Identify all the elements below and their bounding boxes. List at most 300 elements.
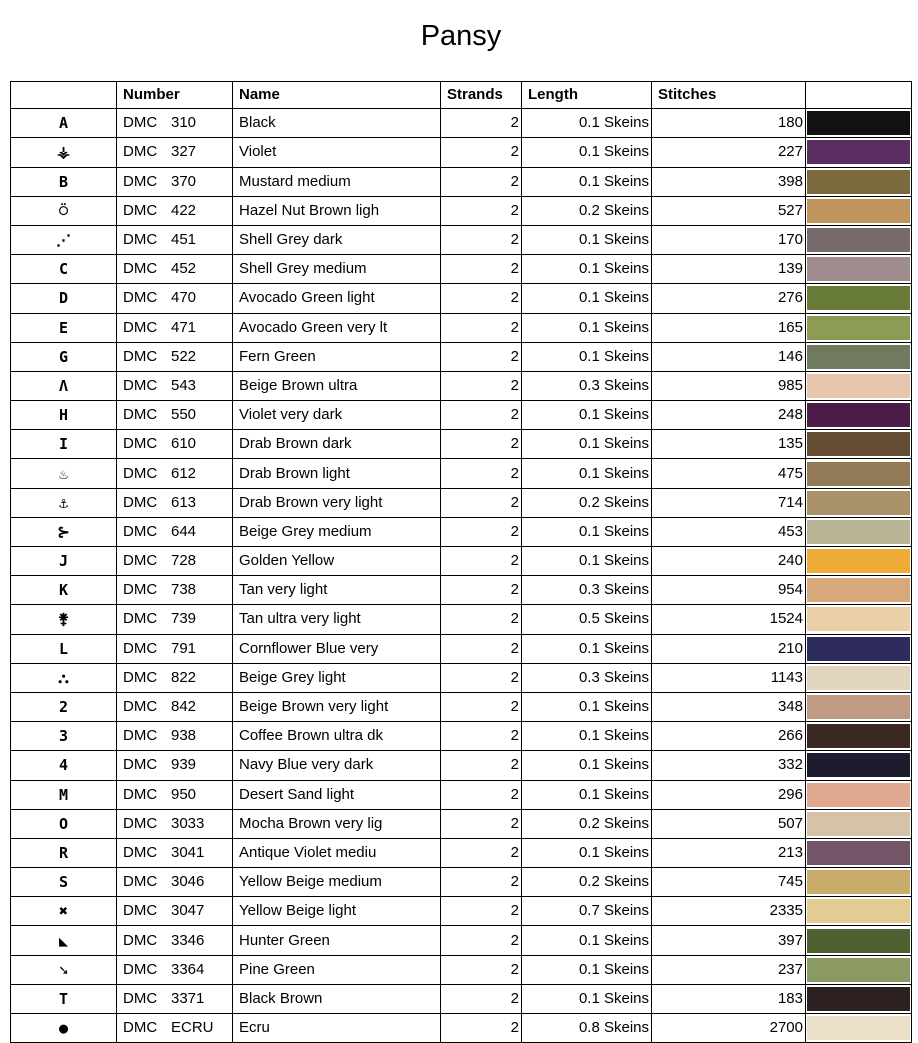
length-cell: 0.1 Skeins xyxy=(522,722,652,751)
table-row xyxy=(11,926,912,955)
length-cell: 0.1 Skeins xyxy=(522,109,652,138)
table-row xyxy=(11,138,912,167)
color-swatch-cell xyxy=(806,109,912,138)
brand-text: DMC xyxy=(123,1019,158,1037)
number-cell xyxy=(117,926,233,955)
length-cell: 0.1 Skeins xyxy=(522,634,652,663)
code-text: 3346 xyxy=(171,931,205,949)
name-cell: Avocado Green light xyxy=(233,284,441,313)
name-cell: Drab Brown light xyxy=(233,459,441,488)
number-cell xyxy=(117,984,233,1013)
name-cell: Drab Brown dark xyxy=(233,430,441,459)
symbol-cell: ⍥ xyxy=(11,196,117,225)
number-cell xyxy=(117,371,233,400)
table-row xyxy=(11,663,912,692)
name-cell: Violet very dark xyxy=(233,401,441,430)
stitches-cell: 985 xyxy=(652,371,806,400)
strands-cell: 2 xyxy=(441,576,522,605)
length-cell: 0.1 Skeins xyxy=(522,459,652,488)
stitches-cell: 180 xyxy=(652,109,806,138)
length-cell: 0.3 Skeins xyxy=(522,576,652,605)
color-swatch xyxy=(807,812,910,836)
symbol-cell: H xyxy=(11,401,117,430)
table-row xyxy=(11,196,912,225)
table-row xyxy=(11,780,912,809)
symbol-cell: ◣ xyxy=(11,926,117,955)
strands-cell: 2 xyxy=(441,225,522,254)
symbol-cell: ● xyxy=(11,1014,117,1043)
color-swatch xyxy=(807,403,910,427)
color-swatch xyxy=(807,578,910,602)
number-cell xyxy=(117,605,233,634)
color-swatch-cell xyxy=(806,255,912,284)
stitches-cell: 139 xyxy=(652,255,806,284)
table-row xyxy=(11,576,912,605)
strands-cell: 2 xyxy=(441,751,522,780)
table-row xyxy=(11,401,912,430)
stitches-cell: 170 xyxy=(652,225,806,254)
color-swatch xyxy=(807,724,910,748)
table-row xyxy=(11,1014,912,1043)
stitches-cell: 266 xyxy=(652,722,806,751)
number-cell xyxy=(117,459,233,488)
table-row xyxy=(11,342,912,371)
brand-text: DMC xyxy=(123,522,158,540)
color-swatch xyxy=(807,257,910,281)
table-row xyxy=(11,109,912,138)
brand-text: DMC xyxy=(123,902,158,920)
code-text: 938 xyxy=(171,727,197,745)
code-text: 3046 xyxy=(171,873,205,891)
color-swatch xyxy=(807,929,910,953)
stitches-cell: 745 xyxy=(652,868,806,897)
brand-text: DMC xyxy=(123,318,158,336)
number-cell xyxy=(117,196,233,225)
code-text: 3371 xyxy=(171,989,205,1007)
code-text: 451 xyxy=(171,231,197,249)
stitches-cell: 240 xyxy=(652,547,806,576)
code-text: 644 xyxy=(171,522,197,540)
stitches-cell: 332 xyxy=(652,751,806,780)
strands-cell: 2 xyxy=(441,984,522,1013)
code-text: 327 xyxy=(171,143,197,161)
length-cell: 0.1 Skeins xyxy=(522,984,652,1013)
length-cell: 0.1 Skeins xyxy=(522,167,652,196)
strands-cell: 2 xyxy=(441,809,522,838)
number-cell xyxy=(117,722,233,751)
stitches-cell: 527 xyxy=(652,196,806,225)
strands-cell: 2 xyxy=(441,138,522,167)
length-cell: 0.2 Skeins xyxy=(522,488,652,517)
brand-text: DMC xyxy=(123,581,158,599)
symbol-cell: K xyxy=(11,576,117,605)
table-row xyxy=(11,605,912,634)
symbol-cell: G xyxy=(11,342,117,371)
symbol-cell: J xyxy=(11,547,117,576)
color-swatch-cell xyxy=(806,459,912,488)
code-text: 370 xyxy=(171,172,197,190)
symbol-cell: D xyxy=(11,284,117,313)
length-cell: 0.1 Skeins xyxy=(522,138,652,167)
strands-cell: 2 xyxy=(441,430,522,459)
brand-text: DMC xyxy=(123,873,158,891)
number-cell xyxy=(117,225,233,254)
color-swatch xyxy=(807,695,910,719)
name-cell: Avocado Green very lt xyxy=(233,313,441,342)
stitches-cell: 183 xyxy=(652,984,806,1013)
symbol-cell: ⊱ xyxy=(11,517,117,546)
length-cell: 0.1 Skeins xyxy=(522,838,652,867)
stitches-cell: 237 xyxy=(652,955,806,984)
table-row xyxy=(11,809,912,838)
stitches-cell: 398 xyxy=(652,167,806,196)
number-cell xyxy=(117,547,233,576)
color-swatch-cell xyxy=(806,605,912,634)
code-text: 550 xyxy=(171,406,197,424)
length-cell: 0.1 Skeins xyxy=(522,780,652,809)
color-swatch-cell xyxy=(806,517,912,546)
length-cell: 0.3 Skeins xyxy=(522,371,652,400)
stitches-cell: 475 xyxy=(652,459,806,488)
table-row xyxy=(11,430,912,459)
header-row xyxy=(11,82,912,109)
number-cell xyxy=(117,692,233,721)
name-cell: Drab Brown very light xyxy=(233,488,441,517)
table-row xyxy=(11,167,912,196)
name-cell: Beige Grey medium xyxy=(233,517,441,546)
color-swatch-cell xyxy=(806,897,912,926)
brand-text: DMC xyxy=(123,814,158,832)
table-row xyxy=(11,897,912,926)
color-swatch xyxy=(807,987,910,1011)
header-color xyxy=(806,82,912,109)
name-cell: Hazel Nut Brown ligh xyxy=(233,196,441,225)
code-text: 613 xyxy=(171,493,197,511)
color-swatch-cell xyxy=(806,371,912,400)
number-cell xyxy=(117,138,233,167)
table-row xyxy=(11,547,912,576)
color-swatch-cell xyxy=(806,488,912,517)
color-swatch xyxy=(807,520,910,544)
table-row xyxy=(11,284,912,313)
stitches-cell: 2700 xyxy=(652,1014,806,1043)
color-swatch xyxy=(807,753,910,777)
stitches-cell: 227 xyxy=(652,138,806,167)
code-text: 543 xyxy=(171,376,197,394)
symbol-cell: B xyxy=(11,167,117,196)
number-cell xyxy=(117,663,233,692)
length-cell: 0.1 Skeins xyxy=(522,926,652,955)
strands-cell: 2 xyxy=(441,284,522,313)
strands-cell: 2 xyxy=(441,780,522,809)
brand-text: DMC xyxy=(123,376,158,394)
code-text: 822 xyxy=(171,668,197,686)
brand-text: DMC xyxy=(123,698,158,716)
code-text: 522 xyxy=(171,347,197,365)
strands-cell: 2 xyxy=(441,955,522,984)
number-cell xyxy=(117,868,233,897)
name-cell: Fern Green xyxy=(233,342,441,371)
brand-text: DMC xyxy=(123,610,158,628)
number-cell xyxy=(117,751,233,780)
color-swatch-cell xyxy=(806,576,912,605)
color-swatch xyxy=(807,286,910,310)
number-cell xyxy=(117,838,233,867)
number-cell xyxy=(117,255,233,284)
header-symbol xyxy=(11,82,117,109)
color-swatch-cell xyxy=(806,342,912,371)
symbol-cell: I xyxy=(11,430,117,459)
name-cell: Desert Sand light xyxy=(233,780,441,809)
name-cell: Navy Blue very dark xyxy=(233,751,441,780)
code-text: ECRU xyxy=(171,1019,214,1037)
color-swatch-cell xyxy=(806,838,912,867)
table-row xyxy=(11,984,912,1013)
stitches-cell: 248 xyxy=(652,401,806,430)
color-swatch-cell xyxy=(806,751,912,780)
brand-text: DMC xyxy=(123,727,158,745)
brand-text: DMC xyxy=(123,347,158,365)
stitches-cell: 1524 xyxy=(652,605,806,634)
table-row xyxy=(11,955,912,984)
number-cell xyxy=(117,897,233,926)
name-cell: Golden Yellow xyxy=(233,547,441,576)
stitches-cell: 714 xyxy=(652,488,806,517)
name-cell: Black Brown xyxy=(233,984,441,1013)
code-text: 950 xyxy=(171,785,197,803)
name-cell: Black xyxy=(233,109,441,138)
strands-cell: 2 xyxy=(441,488,522,517)
brand-text: DMC xyxy=(123,289,158,307)
color-swatch xyxy=(807,462,910,486)
header-stitches: Stitches xyxy=(652,82,806,109)
length-cell: 0.1 Skeins xyxy=(522,751,652,780)
code-text: 738 xyxy=(171,581,197,599)
header-strands: Strands xyxy=(441,82,522,109)
number-cell xyxy=(117,284,233,313)
color-swatch xyxy=(807,228,910,252)
length-cell: 0.8 Skeins xyxy=(522,1014,652,1043)
code-text: 842 xyxy=(171,698,197,716)
stitches-cell: 397 xyxy=(652,926,806,955)
code-text: 422 xyxy=(171,201,197,219)
name-cell: Hunter Green xyxy=(233,926,441,955)
color-swatch-cell xyxy=(806,167,912,196)
color-swatch-cell xyxy=(806,1014,912,1043)
header-length: Length xyxy=(522,82,652,109)
length-cell: 0.1 Skeins xyxy=(522,225,652,254)
strands-cell: 2 xyxy=(441,196,522,225)
color-swatch xyxy=(807,958,910,982)
name-cell: Beige Grey light xyxy=(233,663,441,692)
strands-cell: 2 xyxy=(441,342,522,371)
number-cell xyxy=(117,342,233,371)
stitches-cell: 296 xyxy=(652,780,806,809)
length-cell: 0.5 Skeins xyxy=(522,605,652,634)
length-cell: 0.1 Skeins xyxy=(522,313,652,342)
stitches-cell: 146 xyxy=(652,342,806,371)
length-cell: 0.1 Skeins xyxy=(522,342,652,371)
number-cell xyxy=(117,167,233,196)
table-row xyxy=(11,371,912,400)
number-cell xyxy=(117,576,233,605)
color-swatch-cell xyxy=(806,809,912,838)
color-swatch-cell xyxy=(806,780,912,809)
code-text: 310 xyxy=(171,114,197,132)
code-text: 939 xyxy=(171,756,197,774)
table-row xyxy=(11,459,912,488)
brand-text: DMC xyxy=(123,931,158,949)
brand-text: DMC xyxy=(123,201,158,219)
name-cell: Cornflower Blue very xyxy=(233,634,441,663)
color-swatch-cell xyxy=(806,955,912,984)
code-text: 452 xyxy=(171,260,197,278)
strands-cell: 2 xyxy=(441,517,522,546)
brand-text: DMC xyxy=(123,260,158,278)
number-cell xyxy=(117,430,233,459)
length-cell: 0.2 Skeins xyxy=(522,809,652,838)
brand-text: DMC xyxy=(123,989,158,1007)
color-swatch-cell xyxy=(806,663,912,692)
header-name: Name xyxy=(233,82,441,109)
length-cell: 0.1 Skeins xyxy=(522,692,652,721)
color-swatch xyxy=(807,870,910,894)
number-cell xyxy=(117,313,233,342)
name-cell: Violet xyxy=(233,138,441,167)
name-cell: Beige Brown very light xyxy=(233,692,441,721)
table-row xyxy=(11,722,912,751)
strands-cell: 2 xyxy=(441,547,522,576)
brand-text: DMC xyxy=(123,406,158,424)
strands-cell: 2 xyxy=(441,692,522,721)
page-title: Pansy xyxy=(420,20,502,52)
code-text: 612 xyxy=(171,464,197,482)
name-cell: Pine Green xyxy=(233,955,441,984)
name-cell: Mocha Brown very lig xyxy=(233,809,441,838)
code-text: 3047 xyxy=(171,902,205,920)
strands-cell: 2 xyxy=(441,255,522,284)
color-swatch-cell xyxy=(806,868,912,897)
code-text: 791 xyxy=(171,639,197,657)
code-text: 470 xyxy=(171,289,197,307)
symbol-cell: ⚓ xyxy=(11,488,117,517)
code-text: 3033 xyxy=(171,814,205,832)
number-cell xyxy=(117,109,233,138)
symbol-cell: ♨ xyxy=(11,459,117,488)
brand-text: DMC xyxy=(123,785,158,803)
color-swatch xyxy=(807,607,910,631)
strands-cell: 2 xyxy=(441,722,522,751)
color-swatch xyxy=(807,491,910,515)
name-cell: Shell Grey dark xyxy=(233,225,441,254)
code-text: 728 xyxy=(171,552,197,570)
strands-cell: 2 xyxy=(441,605,522,634)
symbol-cell: T xyxy=(11,984,117,1013)
symbol-cell: ➘ xyxy=(11,955,117,984)
header-number: Number xyxy=(117,82,233,109)
stitches-cell: 213 xyxy=(652,838,806,867)
color-swatch-cell xyxy=(806,547,912,576)
table-row xyxy=(11,868,912,897)
stitches-cell: 165 xyxy=(652,313,806,342)
color-swatch xyxy=(807,140,910,164)
symbol-cell: 4 xyxy=(11,751,117,780)
color-swatch-cell xyxy=(806,430,912,459)
color-swatch-cell xyxy=(806,722,912,751)
name-cell: Shell Grey medium xyxy=(233,255,441,284)
code-text: 610 xyxy=(171,435,197,453)
thread-legend-table xyxy=(10,81,912,1043)
color-swatch xyxy=(807,111,910,135)
strands-cell: 2 xyxy=(441,167,522,196)
name-cell: Mustard medium xyxy=(233,167,441,196)
color-swatch xyxy=(807,316,910,340)
strands-cell: 2 xyxy=(441,926,522,955)
stitches-cell: 954 xyxy=(652,576,806,605)
symbol-cell: ⚵ xyxy=(11,605,117,634)
name-cell: Yellow Beige medium xyxy=(233,868,441,897)
table-row xyxy=(11,313,912,342)
number-cell xyxy=(117,401,233,430)
strands-cell: 2 xyxy=(441,634,522,663)
stitches-cell: 2335 xyxy=(652,897,806,926)
color-swatch xyxy=(807,199,910,223)
color-swatch xyxy=(807,170,910,194)
stitches-cell: 507 xyxy=(652,809,806,838)
brand-text: DMC xyxy=(123,172,158,190)
strands-cell: 2 xyxy=(441,897,522,926)
strands-cell: 2 xyxy=(441,868,522,897)
symbol-cell: ⋰ xyxy=(11,225,117,254)
color-swatch xyxy=(807,374,910,398)
brand-text: DMC xyxy=(123,843,158,861)
code-text: 471 xyxy=(171,318,197,336)
name-cell: Coffee Brown ultra dk xyxy=(233,722,441,751)
symbol-cell: E xyxy=(11,313,117,342)
stitches-cell: 348 xyxy=(652,692,806,721)
brand-text: DMC xyxy=(123,668,158,686)
strands-cell: 2 xyxy=(441,663,522,692)
brand-text: DMC xyxy=(123,231,158,249)
strands-cell: 2 xyxy=(441,371,522,400)
brand-text: DMC xyxy=(123,639,158,657)
length-cell: 0.1 Skeins xyxy=(522,284,652,313)
strands-cell: 2 xyxy=(441,459,522,488)
stitches-cell: 210 xyxy=(652,634,806,663)
name-cell: Beige Brown ultra xyxy=(233,371,441,400)
table-row xyxy=(11,517,912,546)
color-swatch xyxy=(807,841,910,865)
symbol-cell: R xyxy=(11,838,117,867)
code-text: 3041 xyxy=(171,843,205,861)
brand-text: DMC xyxy=(123,960,158,978)
length-cell: 0.2 Skeins xyxy=(522,868,652,897)
symbol-cell: Λ xyxy=(11,371,117,400)
color-swatch-cell xyxy=(806,313,912,342)
table-row xyxy=(11,255,912,284)
symbol-cell: ⛬ xyxy=(11,663,117,692)
symbol-cell: O xyxy=(11,809,117,838)
length-cell: 0.1 Skeins xyxy=(522,517,652,546)
stitches-cell: 453 xyxy=(652,517,806,546)
stitches-cell: 276 xyxy=(652,284,806,313)
strands-cell: 2 xyxy=(441,401,522,430)
name-cell: Yellow Beige light xyxy=(233,897,441,926)
color-swatch xyxy=(807,549,910,573)
color-swatch xyxy=(807,432,910,456)
name-cell: Tan ultra very light xyxy=(233,605,441,634)
strands-cell: 2 xyxy=(441,313,522,342)
